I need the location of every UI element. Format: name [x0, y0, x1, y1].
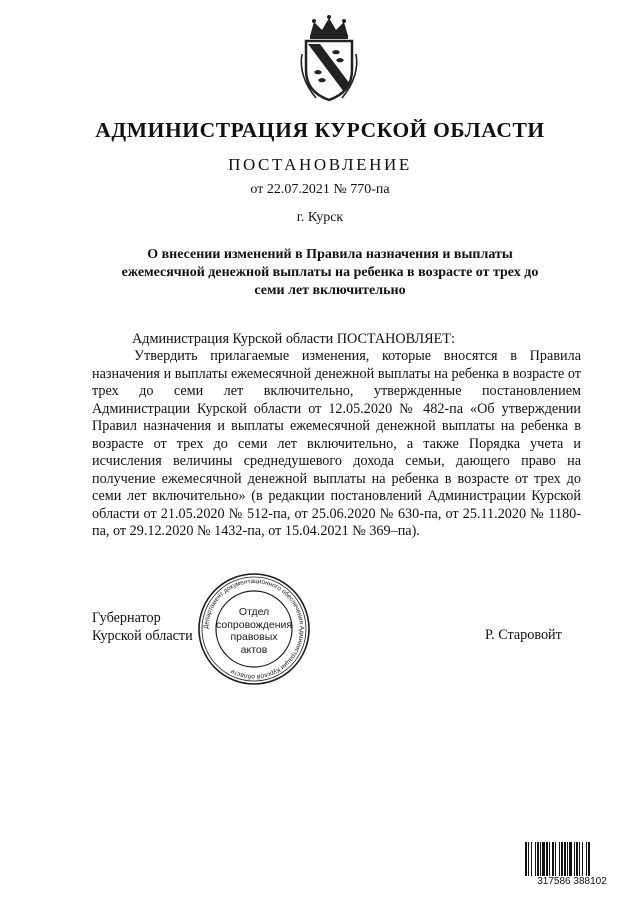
signer-name: Р. Старовойт	[485, 627, 562, 643]
signer-position-line: Курской области	[92, 627, 193, 644]
stamp-line: правовых	[230, 631, 278, 643]
signer-position-line: Губернатор	[92, 610, 161, 626]
barcode-number: 317586 388102	[524, 876, 620, 887]
resolution-intro: Администрация Курской области ПОСТАНОВЛЯЕТ:	[132, 331, 455, 347]
title-line: О внесении изменений в Правила назначения и выплаты	[147, 247, 513, 262]
stamp-line: актов	[240, 643, 268, 656]
title-line: семи лет включительно	[254, 283, 406, 298]
document-type: ПОСТАНОВЛЕНИЕ	[228, 155, 412, 174]
resolution-paragraph: Утвердить прилагаемые изменения, которые вносятся в Правила назначения и выплаты ежемесячной денежной выплаты на ребенка в возрасте от трех до семи лет включительно, утвержденные постановлением Администрации Курской области от 12.05.2020 № 482-па «Об утверждении Правил назначения и выплаты ежемесячной денежной выплаты на ребенка в возрасте от трех до семи лет включительно, а также Порядка учета и исчисления величины среднедушевого дохода семьи, дающего право на получение ежемесячной денежной выплаты на ребенка в возрасте от трех до семи лет включительно» (в редакции постановлений Администрации Курской области от 21.05.2020 № 512-па, от 25.06.2020 № 630-па, от 25.11.2020 № 1180-па, от 29.12.2020 № 1432-па, от 15.04.2021 № 369–па).	[92, 348, 581, 539]
signer-position	[92, 610, 193, 645]
document-city: г. Курск	[296, 210, 344, 225]
coat-of-arms-emblem	[296, 14, 362, 102]
authority-name: АДМИНИСТРАЦИЯ КУРСКОЙ ОБЛАСТИ	[95, 118, 545, 142]
document-date-number: от 22.07.2021 № 770-па	[250, 182, 390, 197]
stamp-line: Отдел	[238, 606, 270, 618]
document-title	[90, 246, 570, 300]
stamp-line: сопровождения	[216, 618, 293, 631]
stamp-ring-text: Департамент документационного обеспечения Администрации Курской области	[202, 577, 306, 681]
title-line: ежемесячной денежной выплаты на ребенка в возрасте от трех до	[121, 265, 539, 280]
stamp-inner-text	[216, 606, 292, 656]
